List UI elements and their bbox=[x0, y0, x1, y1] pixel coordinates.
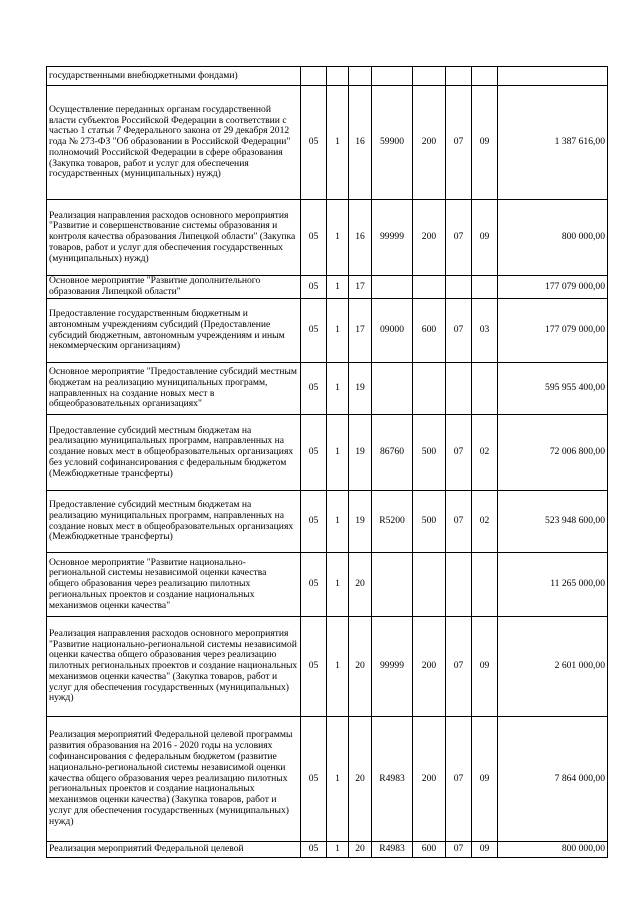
main-activity-code: 17 bbox=[349, 299, 372, 363]
subsection-code bbox=[472, 553, 498, 617]
table-row bbox=[47, 276, 608, 299]
table-row bbox=[47, 617, 608, 717]
program-code: 05 bbox=[301, 276, 327, 299]
main-activity-code: 20 bbox=[349, 717, 372, 842]
program-code: 05 bbox=[301, 200, 327, 276]
amount bbox=[498, 67, 608, 86]
main-activity-code bbox=[349, 67, 372, 86]
subprogram-code: 1 bbox=[327, 363, 349, 415]
program-code: 05 bbox=[301, 299, 327, 363]
main-activity-code: 20 bbox=[349, 553, 372, 617]
subprogram-code: 1 bbox=[327, 299, 349, 363]
expense-type-code: 600 bbox=[413, 842, 446, 858]
main-activity-code: 19 bbox=[349, 363, 372, 415]
direction-code bbox=[372, 67, 413, 86]
budget-table bbox=[46, 66, 608, 858]
subsection-code: 09 bbox=[472, 717, 498, 842]
amount: 7 864 000,00 bbox=[498, 717, 608, 842]
section-code: 07 bbox=[446, 200, 472, 276]
subsection-code: 09 bbox=[472, 200, 498, 276]
main-activity-code: 16 bbox=[349, 200, 372, 276]
subprogram-code: 1 bbox=[327, 200, 349, 276]
amount: 11 265 000,00 bbox=[498, 553, 608, 617]
program-code: 05 bbox=[301, 415, 327, 491]
subprogram-code: 1 bbox=[327, 86, 349, 200]
row-description: Предоставление субсидий местным бюджетам на реализацию муниципальных программ, направленных на создание новых мест в общеобразовательных организациях без условий софинансирования с федеральным бюджетом (Межбюджетные трансферты) bbox=[47, 415, 301, 491]
amount: 177 079 000,00 bbox=[498, 299, 608, 363]
section-code: 07 bbox=[446, 86, 472, 200]
expense-type-code: 500 bbox=[413, 491, 446, 553]
expense-type-code: 500 bbox=[413, 415, 446, 491]
program-code: 05 bbox=[301, 363, 327, 415]
expense-type-code bbox=[413, 363, 446, 415]
table-row bbox=[47, 299, 608, 363]
section-code bbox=[446, 67, 472, 86]
program-code: 05 bbox=[301, 717, 327, 842]
section-code: 07 bbox=[446, 717, 472, 842]
row-description: Предоставление субсидий местным бюджетам на реализацию муниципальных программ, направленных на создание новых мест в общеобразовательных организациях (Межбюджетные трансферты) bbox=[47, 491, 301, 553]
row-description: Осуществление переданных органам государственной власти субъектов Российской Федерации в соответствии с частью 1 статьи 7 Федерального закона от 29 декабря 2012 года № 273-ФЗ "Об образовании в Российской Федерации" полномочий Российской Федерации в сфере образования (Закупка товаров, работ и услуг для обеспечения государственных (муниципальных) нужд) bbox=[47, 86, 301, 200]
table-row bbox=[47, 67, 608, 86]
subprogram-code: 1 bbox=[327, 617, 349, 717]
table-row bbox=[47, 491, 608, 553]
expense-type-code bbox=[413, 67, 446, 86]
section-code: 07 bbox=[446, 299, 472, 363]
subprogram-code: 1 bbox=[327, 717, 349, 842]
direction-code bbox=[372, 553, 413, 617]
expense-type-code bbox=[413, 276, 446, 299]
subsection-code: 09 bbox=[472, 842, 498, 858]
program-code: 05 bbox=[301, 617, 327, 717]
expense-type-code: 200 bbox=[413, 86, 446, 200]
subsection-code bbox=[472, 67, 498, 86]
subsection-code bbox=[472, 276, 498, 299]
subprogram-code: 1 bbox=[327, 415, 349, 491]
section-code: 07 bbox=[446, 617, 472, 717]
direction-code: 09000 bbox=[372, 299, 413, 363]
direction-code: R5200 bbox=[372, 491, 413, 553]
row-description: Реализация направления расходов основного мероприятия "Развитие национально-региональной системы независимой оценки качества общего образования через реализацию пилотных региональных проектов и создание национальных механизмов оценки качества" (Закупка товаров, работ и услуг для обеспечения государственных (муниципальных) нужд) bbox=[47, 617, 301, 717]
subsection-code: 09 bbox=[472, 617, 498, 717]
section-code: 07 bbox=[446, 842, 472, 858]
row-description: Предоставление государственным бюджетным и автономным учреждениям субсидий (Предоставление субсидий бюджетным, автономным учреждениям и иным некоммерческим организациям) bbox=[47, 299, 301, 363]
subsection-code: 03 bbox=[472, 299, 498, 363]
section-code bbox=[446, 363, 472, 415]
program-code bbox=[301, 67, 327, 86]
direction-code bbox=[372, 276, 413, 299]
main-activity-code: 19 bbox=[349, 491, 372, 553]
direction-code: 86760 bbox=[372, 415, 413, 491]
amount: 595 955 400,00 bbox=[498, 363, 608, 415]
program-code: 05 bbox=[301, 842, 327, 858]
row-description: Основное мероприятие "Развитие дополнительного образования Липецкой области" bbox=[47, 276, 301, 299]
section-code: 07 bbox=[446, 415, 472, 491]
direction-code: 99999 bbox=[372, 200, 413, 276]
main-activity-code: 20 bbox=[349, 842, 372, 858]
program-code: 05 bbox=[301, 491, 327, 553]
row-description: Основное мероприятие "Развитие национально-региональной системы независимой оценки качества общего образования через реализацию пилотных региональных проектов и создание национальных механизмов оценки качества" bbox=[47, 553, 301, 617]
table-row bbox=[47, 86, 608, 200]
table-row bbox=[47, 553, 608, 617]
amount: 800 000,00 bbox=[498, 200, 608, 276]
amount: 177 079 000,00 bbox=[498, 276, 608, 299]
amount: 72 006 800,00 bbox=[498, 415, 608, 491]
subprogram-code: 1 bbox=[327, 491, 349, 553]
table-row bbox=[47, 415, 608, 491]
section-code bbox=[446, 553, 472, 617]
row-description: Основное мероприятие "Предоставление субсидий местным бюджетам на реализацию муниципальных программ, направленных на создание новых мест в общеобразовательных организациях" bbox=[47, 363, 301, 415]
direction-code: R4983 bbox=[372, 842, 413, 858]
amount: 1 387 616,00 bbox=[498, 86, 608, 200]
table-row bbox=[47, 363, 608, 415]
subsection-code: 02 bbox=[472, 415, 498, 491]
subsection-code: 09 bbox=[472, 86, 498, 200]
subsection-code: 02 bbox=[472, 491, 498, 553]
row-description: Реализация направления расходов основного мероприятия "Развитие и совершенствование системы образования и контроля качества образования Липецкой области" (Закупка товаров, работ и услуг для обеспечения государственных (муниципальных) нужд) bbox=[47, 200, 301, 276]
program-code: 05 bbox=[301, 553, 327, 617]
subsection-code bbox=[472, 363, 498, 415]
direction-code: 59900 bbox=[372, 86, 413, 200]
section-code: 07 bbox=[446, 491, 472, 553]
direction-code bbox=[372, 363, 413, 415]
amount: 523 948 600,00 bbox=[498, 491, 608, 553]
subprogram-code bbox=[327, 67, 349, 86]
main-activity-code: 17 bbox=[349, 276, 372, 299]
main-activity-code: 20 bbox=[349, 617, 372, 717]
row-description: Реализация мероприятий Федеральной целевой bbox=[47, 842, 301, 858]
row-description: государственными внебюджетными фондами) bbox=[47, 67, 301, 86]
subprogram-code: 1 bbox=[327, 842, 349, 858]
direction-code: 99999 bbox=[372, 617, 413, 717]
subprogram-code: 1 bbox=[327, 553, 349, 617]
expense-type-code: 200 bbox=[413, 617, 446, 717]
table-row bbox=[47, 200, 608, 276]
expense-type-code: 200 bbox=[413, 717, 446, 842]
main-activity-code: 19 bbox=[349, 415, 372, 491]
expense-type-code: 600 bbox=[413, 299, 446, 363]
expense-type-code: 200 bbox=[413, 200, 446, 276]
amount: 2 601 000,00 bbox=[498, 617, 608, 717]
amount: 800 000,00 bbox=[498, 842, 608, 858]
program-code: 05 bbox=[301, 86, 327, 200]
expense-type-code bbox=[413, 553, 446, 617]
direction-code: R4983 bbox=[372, 717, 413, 842]
row-description: Реализация мероприятий Федеральной целевой программы развития образования на 2016 - 2020 годы на условиях софинансирования с федеральным бюджетом (развитие национально-региональной системы независимой оценки качества общего образования через реализацию пилотных региональных проектов и создание национальных механизмов оценки качества) (Закупка товаров, работ и услуг для обеспечения государственных (муниципальных) нужд) bbox=[47, 717, 301, 842]
subprogram-code: 1 bbox=[327, 276, 349, 299]
table-row bbox=[47, 842, 608, 858]
main-activity-code: 16 bbox=[349, 86, 372, 200]
table-row bbox=[47, 717, 608, 842]
section-code bbox=[446, 276, 472, 299]
